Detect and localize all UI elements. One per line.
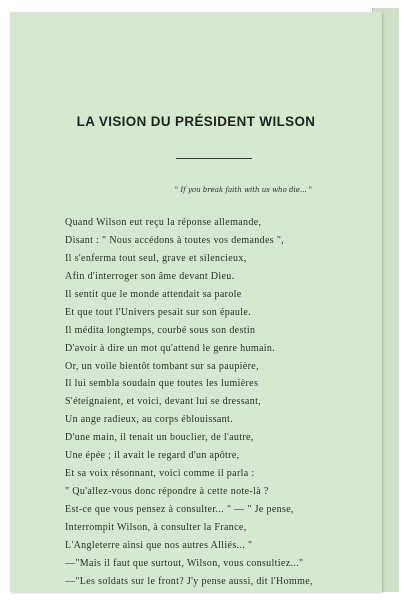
- poem-line: " Qu'allez-vous donc répondre à cette note-là ?: [65, 486, 269, 498]
- poem-line: Est-ce que vous pensez à consulter... " — " Je pense,: [65, 504, 294, 515]
- poem-text: [65, 214, 375, 591]
- poem-line: —"Les soldats sur le front? J'y pense aussi, dit l'Homme,: [65, 575, 313, 587]
- poem-line: Disant : " Nous accédons à toutes vos demandes ",: [65, 234, 285, 246]
- poem-line: Il s'enferma tout seul, grave et silencieux,: [65, 252, 247, 264]
- poem-line: Une épée ; il avait le regard d'un apôtre,: [65, 450, 240, 462]
- poem-line: S'éteignaient, et voici, devant lui se dressant,: [65, 396, 262, 408]
- page-title: LA VISION DU PRÉSIDENT WILSON: [76, 114, 316, 129]
- epigraph: " If you break faith with us who die... ": [174, 186, 312, 194]
- title-divider: [176, 158, 252, 159]
- poem-line: Un ange radieux, au corps éblouissant.: [65, 414, 233, 426]
- poem-line: D'une main, il tenait un bouclier, de l'autre,: [65, 432, 254, 444]
- poem-line: Interrompit Wilson, à consulter la France,: [65, 521, 247, 533]
- poem-line: Et que tout l'Univers pesait sur son épaule.: [65, 306, 252, 318]
- poem-line: Il médita longtemps, courbé sous son destin: [65, 324, 256, 336]
- poem-line: Et sa voix résonnant, voici comme il parla :: [65, 468, 255, 480]
- poem-line: L'Angleterre ainsi que nos autres Alliés... ": [65, 539, 253, 551]
- poem-line: Or, un voile bientôt tombant sur sa paupière,: [65, 360, 259, 372]
- poem-line: Afin d'interroger son âme devant Dieu.: [65, 270, 235, 282]
- poem-line: —"Mais il faut que surtout, Wilson, vous consultiez...": [65, 557, 304, 569]
- document-page: [10, 12, 382, 592]
- poem-line: Il sentit que le monde attendait sa parole: [65, 288, 242, 300]
- poem-line: Il lui sembla soudain que toutes les lumières: [65, 378, 259, 390]
- poem-line: D'avoir à dire un mot qu'attend le genre humain.: [65, 342, 276, 354]
- poem-line: Quand Wilson eut reçu la réponse allemande,: [65, 217, 262, 228]
